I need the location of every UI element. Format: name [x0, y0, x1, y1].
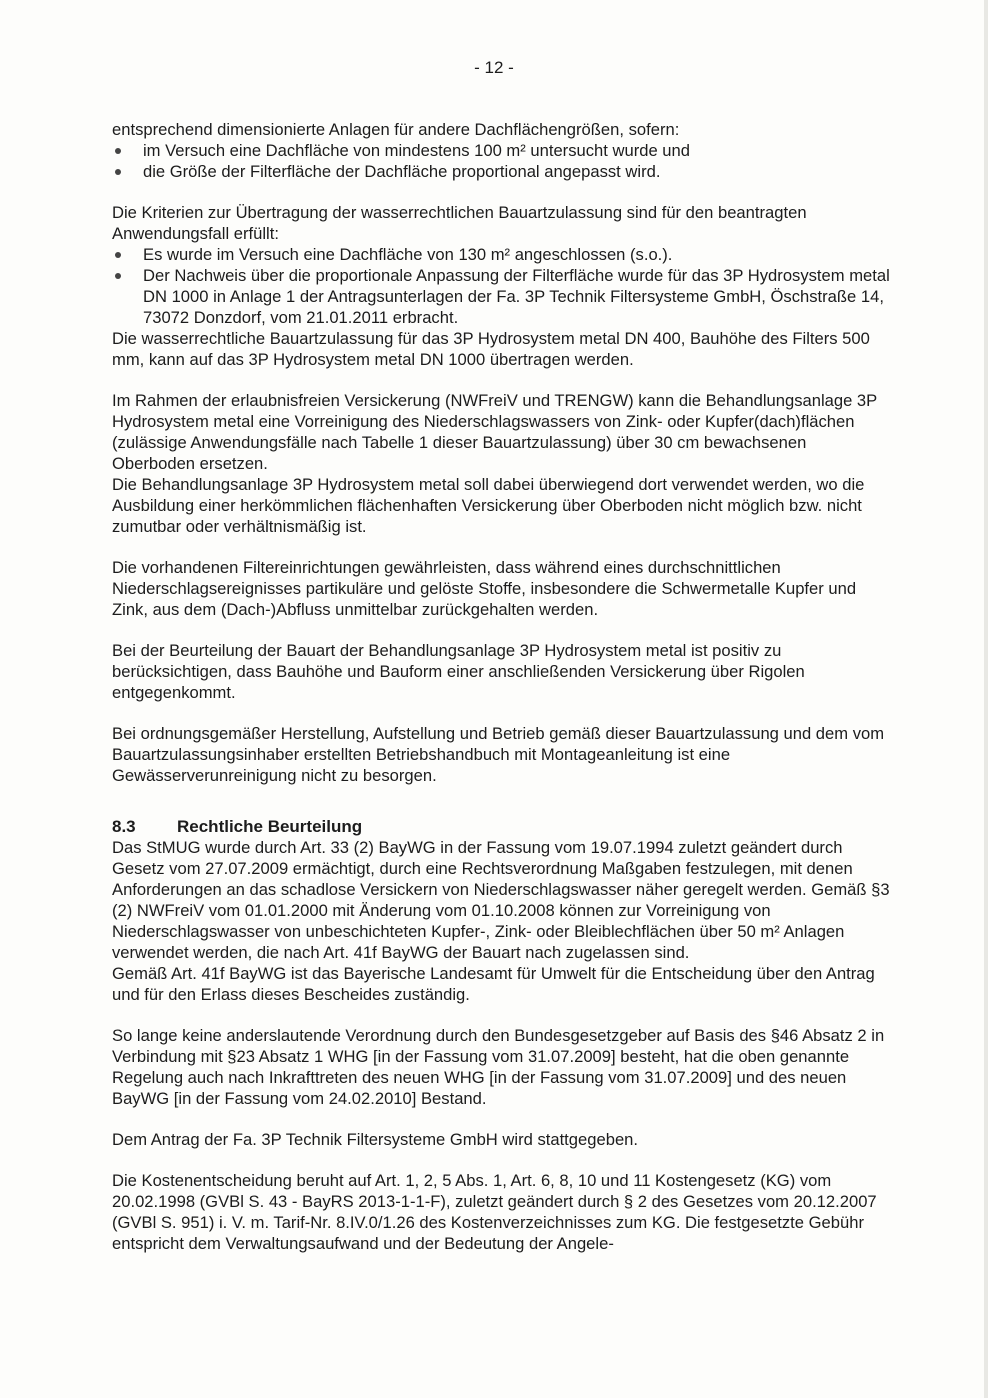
intro-text: entsprechend dimensionierte Anlagen für andere Dachflächengrößen, sofern:	[112, 120, 680, 139]
page-number: - 12 -	[474, 58, 514, 77]
list-item-text: Es wurde im Versuch eine Dachfläche von 130 m² angeschlossen (s.o.).	[143, 245, 673, 264]
bullet-icon	[115, 148, 121, 154]
list-item	[112, 140, 890, 161]
section-heading	[112, 816, 890, 837]
section-title: Rechtliche Beurteilung	[177, 817, 363, 836]
paragraph: Im Rahmen der erlaubnisfreien Versickerung (NWFreiV und TRENGW) kann die Behandlungsanlage 3P Hydrosystem metal eine Vorreinigung des Niederschlagswassers von Zink- oder Kupfer(dach)flächen (zulässige Anwendungsfälle nach Tabelle 1 dieser Bauartzulassung) über 30 cm bewachsenen Oberboden ersetzen.	[112, 391, 877, 473]
list-item	[112, 161, 890, 182]
paragraph: Die vorhandenen Filtereinrichtungen gewährleisten, dass während eines durchschnittlichen Niederschlagsereignisses partikuläre und gelöste Stoffe, insbesondere die Schwermetalle Kupfer und Zink, aus dem (Dach-)Abfluss unmittelbar zurückgehalten werden.	[112, 558, 857, 619]
paragraph: So lange keine anderslautende Verordnung durch den Bundesgesetzgeber auf Basis des §46 Absatz 2 in Verbindung mit §23 Absatz 1 WHG [in der Fassung vom 31.07.2009] besteht, hat die oben genannte Regelung auch nach Inkrafttreten des neuen WHG [in der Fassung vom 31.07.2009] und des neuen BayWG [in der Fassung vom 24.02.2010] Bestand.	[112, 1026, 885, 1108]
list-item-text: Der Nachweis über die proportionale Anpassung der Filterfläche wurde für das 3P Hydrosystem metal DN 1000 in Anlage 1 der Antragsunterlagen der Fa. 3P Technik Filtersysteme GmbH, Öschstraße 14, 73072 Donzdorf, vom 21.01.2011 erbracht.	[143, 266, 890, 327]
paragraph: Gemäß Art. 41f BayWG ist das Bayerische Landesamt für Umwelt für die Entscheidung über den Antrag und für den Erlass dieses Bescheides zuständig.	[112, 964, 875, 1004]
paragraph: Dem Antrag der Fa. 3P Technik Filtersysteme GmbH wird stattgegeben.	[112, 1130, 639, 1149]
paragraph: Das StMUG wurde durch Art. 33 (2) BayWG in der Fassung vom 19.07.1994 zuletzt geändert durch Gesetz vom 27.07.2009 ermächtigt, durch eine Rechtsverordnung Maßgaben festzulegen, mit denen Anforderungen an das schadlose Versickern von Niederschlagswasser näher geregelt werden. Gemäß §3 (2) NWFreiV vom 01.01.2000 mit Änderung vom 01.10.2008 können zur Vorreinigung von Niederschlagswasser von unbeschichteten Kupfer-, Zink- oder Bleiblechflächen über 50 m² Anlagen verwendet werden, die nach Art. 41f BayWG der Bauart nach zugelassen sind.	[112, 838, 890, 962]
bullet-icon	[115, 252, 121, 258]
criteria-text: Die Kriterien zur Übertragung der wasserrechtlichen Bauartzulassung sind für den beantragten Anwendungsfall erfüllt:	[112, 203, 807, 243]
bullet-icon	[115, 273, 121, 279]
paragraph: Die Kostenentscheidung beruht auf Art. 1, 2, 5 Abs. 1, Art. 6, 8, 10 und 11 Kostengesetz (KG) vom 20.02.1998 (GVBl S. 43 - BayRS 2013-1-1-F), zuletzt geändert durch § 2 des Gesetzes vom 20.12.2007 (GVBl S. 951) i. V. m. Tarif-Nr. 8.IV.0/1.26 des Kostenverzeichnisses zum KG. Die festgesetzte Gebühr entspricht dem Verwaltungsaufwand und der Bedeutung der Angele-	[112, 1171, 877, 1253]
criteria-conclusion: Die wasserrechtliche Bauartzulassung für das 3P Hydrosystem metal DN 400, Bauhöhe des Filters 500 mm, kann auf das 3P Hydrosystem metal DN 1000 übertragen werden.	[112, 329, 870, 369]
document-body	[112, 119, 890, 1254]
section-number: 8.3	[112, 817, 136, 836]
criteria-bullet-list	[112, 244, 890, 328]
list-item-text: im Versuch eine Dachfläche von mindestens 100 m² untersucht wurde und	[143, 141, 690, 160]
list-item	[112, 244, 890, 265]
paragraph: Die Behandlungsanlage 3P Hydrosystem metal soll dabei überwiegend dort verwendet werden, wo die Ausbildung einer herkömmlichen flächenhaften Versickerung über Oberboden nicht möglich bzw. nicht zumutbar oder verhältnismäßig ist.	[112, 475, 865, 536]
intro-bullet-list	[112, 140, 890, 182]
scan-edge	[984, 0, 988, 1398]
bullet-icon	[115, 169, 121, 175]
paragraph: Bei ordnungsgemäßer Herstellung, Aufstellung und Betrieb gemäß dieser Bauartzulassung und dem vom Bauartzulassungsinhaber erstellten Betriebshandbuch mit Montageanleitung ist eine Gewässerverunreinigung nicht zu besorgen.	[112, 724, 885, 785]
list-item-text: die Größe der Filterfläche der Dachfläche proportional angepasst wird.	[143, 162, 661, 181]
list-item	[112, 265, 890, 328]
paragraph: Bei der Beurteilung der Bauart der Behandlungsanlage 3P Hydrosystem metal ist positiv zu berücksichtigen, dass Bauhöhe und Bauform einer anschließenden Versickerung über Rigolen entgegenkommt.	[112, 641, 805, 702]
